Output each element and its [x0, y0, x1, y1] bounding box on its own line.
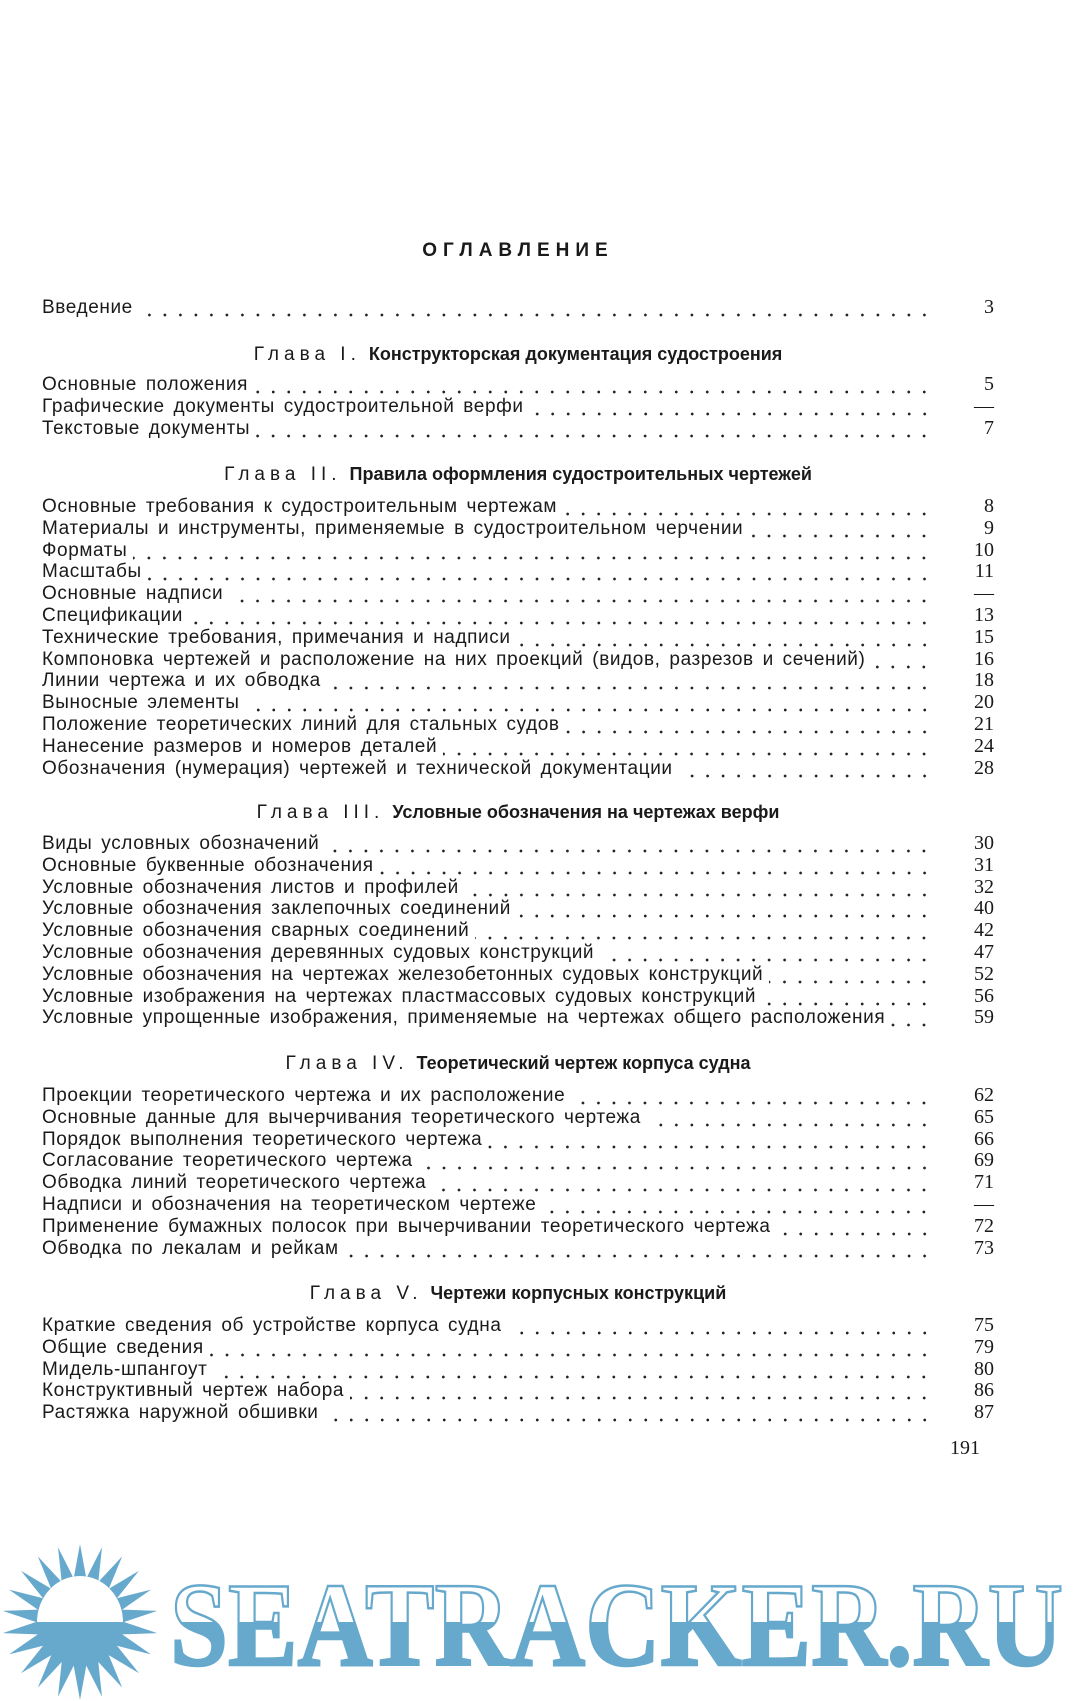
toc-entry-page: 56: [974, 984, 994, 1007]
toc-entry[interactable]: [42, 877, 994, 899]
toc-entry-label: Нанесение размеров и номеров деталей: [42, 735, 438, 757]
toc-entry-page: 42: [974, 919, 994, 942]
toc-entry-page: —: [974, 394, 994, 417]
toc-entry[interactable]: [42, 1085, 994, 1107]
toc-entry-label: Линии чертежа и их обводка: [42, 670, 321, 692]
dot-leader: [647, 1107, 932, 1129]
toc-entry-page: 86: [974, 1379, 994, 1402]
toc-entry[interactable]: [42, 714, 994, 736]
chapter-title: Чертежи корпусных конструкций: [430, 1283, 727, 1303]
toc-entry[interactable]: [42, 670, 994, 692]
dot-leader: [246, 692, 933, 714]
toc-entry-label: Компоновка чертежей и расположение на них проекций (видов, разрезов и сечений): [42, 648, 866, 670]
toc-entry-label: Обводка по лекалам и рейкам: [42, 1237, 339, 1259]
toc-entry-label: Условные обозначения сварных соединений: [42, 920, 470, 942]
toc-entry[interactable]: [42, 649, 994, 671]
chapter-title: Условные обозначения на чертежах верфи: [392, 802, 780, 822]
toc-entry-page: 40: [974, 897, 994, 920]
toc-entry[interactable]: [42, 627, 994, 649]
chapter-entries: [42, 833, 994, 1029]
toc-entry-label: Порядок выполнения теоретического чертежа: [42, 1128, 483, 1150]
toc-entry-page: 24: [974, 734, 994, 757]
chapter-heading: [0, 1282, 1036, 1305]
toc-entry-label: Виды условных обозначений: [42, 833, 320, 854]
toc-entry-label: Применение бумажных полосок при вычерчивании теоретического чертежа: [42, 1215, 771, 1237]
dot-leader: [891, 1007, 932, 1029]
dot-leader: [327, 670, 932, 692]
intro-section: [42, 297, 994, 319]
toc-entry[interactable]: [42, 736, 994, 758]
page-title: ОГЛАВЛЕНИЕ: [422, 240, 614, 261]
toc-entry[interactable]: [42, 540, 994, 562]
dot-leader: [508, 1315, 932, 1337]
toc-entry-label: Введение: [42, 297, 133, 318]
dot-leader: [189, 605, 932, 627]
toc-entry-page: 30: [974, 832, 994, 854]
toc-entry-label: Условные обозначения листов и профилей: [42, 876, 459, 898]
toc-entry[interactable]: [42, 1402, 994, 1424]
dot-leader: [517, 898, 932, 920]
toc-entry-label: Форматы: [42, 539, 128, 561]
toc-entry-page: 31: [974, 853, 994, 876]
toc-entry[interactable]: [42, 942, 994, 964]
dot-leader: [475, 920, 932, 942]
toc-entry-page: 80: [974, 1357, 994, 1380]
dot-leader: [769, 964, 932, 986]
toc-entry-label: Выносные элементы: [42, 692, 240, 714]
toc-entry-label: Надписи и обозначения на теоретическом чертеже: [42, 1193, 537, 1215]
toc-entry[interactable]: [42, 1380, 994, 1402]
toc-entry[interactable]: [42, 898, 994, 920]
dot-leader: [325, 1402, 933, 1424]
toc-entry[interactable]: [42, 561, 994, 583]
toc-entry-label: Спецификации: [42, 604, 183, 626]
toc-entry-page: 52: [974, 962, 994, 985]
dot-leader: [432, 1172, 932, 1194]
toc-entry-label: Условные обозначения деревянных судовых конструкций: [42, 941, 595, 963]
toc-entry-label: Проекции теоретического чертежа и их расположение: [42, 1085, 566, 1106]
dot-leader: [148, 561, 932, 583]
toc-entry[interactable]: [42, 1216, 994, 1238]
toc-entry-label: Общие сведения: [42, 1336, 204, 1358]
toc-entry[interactable]: [42, 1172, 994, 1194]
toc-entry-label: Обводка линий теоретического чертежа: [42, 1172, 427, 1194]
toc-entry[interactable]: [42, 1359, 994, 1381]
toc-entry-page: 79: [974, 1335, 994, 1358]
chapter-title: Конструкторская документация судостроения: [368, 344, 783, 364]
sun-icon: [3, 1544, 157, 1700]
toc-entry-page: 15: [974, 625, 994, 648]
toc-entry-page: 16: [974, 647, 994, 670]
dot-leader: [256, 418, 932, 440]
dot-leader: [530, 396, 932, 418]
toc-entry[interactable]: [42, 1337, 994, 1359]
toc-entry[interactable]: [42, 758, 994, 780]
toc-entry-page: 59: [974, 1006, 994, 1029]
seatracker-watermark-logo: [0, 1530, 1080, 1701]
dot-leader: [325, 833, 932, 855]
toc-entry-label: Основные надписи: [42, 583, 224, 605]
toc-entry[interactable]: [42, 855, 994, 877]
toc-entry-page: 32: [974, 875, 994, 898]
toc-entry-label: Основные данные для вычерчивания теоретического чертежа: [42, 1106, 641, 1128]
toc-entry[interactable]: [42, 1007, 994, 1029]
dot-leader: [210, 1337, 932, 1359]
toc-entry-label: Масштабы: [42, 561, 142, 583]
dot-leader: [229, 583, 932, 605]
toc-entry-label: Условные упрощенные изображения, применяемые на чертежах общего расположения: [42, 1007, 886, 1029]
toc-entry[interactable]: [42, 1129, 994, 1151]
toc-entry-page: 69: [974, 1149, 994, 1172]
toc-entry-label: Основные требования к судостроительным чертежам: [42, 496, 558, 517]
toc-entry-label: Мидель-шпангоут: [42, 1358, 208, 1380]
chapter-heading: [0, 463, 1036, 486]
dot-leader: [777, 1216, 932, 1238]
toc-entry-label: Текстовые документы: [42, 417, 251, 439]
toc-entry-page: —: [974, 1192, 994, 1215]
toc-entry-page: 10: [974, 538, 994, 561]
dot-leader: [566, 714, 932, 736]
chapter-label: Глава I.: [253, 344, 361, 365]
toc-entry-label: Условные обозначения на чертежах железобетонных судовых конструкций: [42, 963, 764, 985]
toc-entry[interactable]: [42, 396, 994, 418]
toc-entry-page: 47: [974, 940, 994, 963]
dot-leader: [465, 877, 932, 899]
chapter-label: Глава V.: [309, 1283, 423, 1304]
toc-entry-page: 21: [974, 712, 994, 735]
dot-leader: [871, 649, 932, 671]
dot-leader: [443, 736, 932, 758]
chapter-title: Теоретический чертеж корпуса судна: [416, 1053, 751, 1073]
dot-leader: [563, 496, 932, 518]
toc-entry-label: Условные изображения на чертежах пластмассовых судовых конструкций: [42, 985, 757, 1007]
toc-entry-page: 62: [974, 1084, 994, 1106]
toc-entry-page: 75: [974, 1314, 994, 1336]
dot-leader: [350, 1380, 932, 1402]
toc-entry[interactable]: [42, 1315, 994, 1337]
chapter-label: Глава III.: [256, 802, 385, 823]
toc-entry-page: 20: [974, 691, 994, 714]
toc-entry-label: Согласование теоретического чертежа: [42, 1150, 413, 1172]
toc-entry-page: 71: [974, 1171, 994, 1194]
toc-entry-page: 11: [974, 560, 994, 583]
toc-entry[interactable]: [42, 692, 994, 714]
toc-entry[interactable]: [42, 920, 994, 942]
toc-entry-page: 18: [974, 669, 994, 692]
chapter-label: Глава II.: [224, 464, 342, 485]
dot-leader: [762, 986, 932, 1008]
svg-text:SEATRACKER.RU: SEATRACKER.RU: [170, 1558, 1063, 1691]
toc-entry-page: 87: [974, 1401, 994, 1424]
toc-entry-label: Материалы и инструменты, применяемые в судостроительном черчении: [42, 517, 744, 539]
toc-entry[interactable]: [42, 518, 994, 540]
toc-entry-label: Основные буквенные обозначения: [42, 854, 374, 876]
toc-entry[interactable]: [42, 1150, 994, 1172]
dot-leader: [254, 374, 932, 396]
toc-entry[interactable]: [42, 1107, 994, 1129]
page-number: 191: [950, 1437, 980, 1459]
dot-leader: [571, 1085, 932, 1107]
dot-leader: [133, 540, 932, 562]
chapter-heading: [0, 1052, 1036, 1075]
toc-entry[interactable]: [42, 374, 994, 396]
dot-leader: [517, 627, 932, 649]
toc-entry-page: 13: [974, 603, 994, 626]
toc-entry[interactable]: [42, 418, 994, 440]
toc-entry-label: Положение теоретических линий для стальных судов: [42, 713, 560, 735]
toc-entry[interactable]: [42, 986, 994, 1008]
toc-entry-page: 3: [984, 296, 994, 318]
toc-entry[interactable]: [42, 833, 994, 855]
toc-entry-label: Конструктивный чертеж набора: [42, 1380, 345, 1402]
chapter-entries: [42, 1315, 994, 1424]
dot-leader: [380, 855, 932, 877]
chapter-entries: [42, 496, 994, 779]
toc-entry-page: —: [974, 582, 994, 605]
toc-entry-page: 8: [984, 495, 994, 517]
chapter-heading: [0, 801, 1036, 824]
toc-entry-label: Растяжка наружной обшивки: [42, 1402, 319, 1424]
toc-entry[interactable]: [42, 496, 994, 518]
toc-entry-label: Обозначения (нумерация) чертежей и технической документации: [42, 757, 673, 779]
toc-entry-label: Графические документы судостроительной верфи: [42, 395, 524, 417]
toc-entry-label: Условные обозначения заклепочных соединений: [42, 898, 511, 920]
toc-entry-page: 7: [984, 416, 994, 439]
toc-entry[interactable]: [42, 1194, 994, 1216]
toc-entry[interactable]: [42, 1238, 994, 1260]
toc-entry-page: 5: [984, 373, 994, 395]
dot-leader: [488, 1129, 932, 1151]
toc-entry-label: Краткие сведения об устройстве корпуса судна: [42, 1315, 502, 1336]
toc-entry-page: 28: [974, 756, 994, 779]
toc-entry-label: Основные положения: [42, 374, 248, 395]
dot-leader: [749, 518, 932, 540]
toc-entry[interactable]: [42, 605, 994, 627]
chapter-label: Глава IV.: [285, 1053, 409, 1074]
toc-entry-intro[interactable]: [42, 297, 994, 319]
toc-entry-page: 72: [974, 1214, 994, 1237]
toc-entry[interactable]: [42, 964, 994, 986]
chapter-heading: [0, 343, 1036, 366]
dot-leader: [419, 1150, 932, 1172]
toc-entry-page: 66: [974, 1127, 994, 1150]
toc-entry-page: 65: [974, 1105, 994, 1128]
chapter-entries: [42, 374, 994, 439]
chapter-title: Правила оформления судостроительных чертежей: [349, 464, 812, 484]
dot-leader: [213, 1359, 932, 1381]
dot-leader: [542, 1194, 932, 1216]
chapter-entries: [42, 1085, 994, 1259]
toc-entry-page: 73: [974, 1236, 994, 1259]
dot-leader: [139, 297, 932, 319]
toc-entry-label: Технические требования, примечания и надписи: [42, 626, 511, 648]
toc-entry-page: 9: [984, 516, 994, 539]
toc-entry[interactable]: [42, 583, 994, 605]
dot-leader: [679, 758, 932, 780]
dot-leader: [345, 1238, 932, 1260]
dot-leader: [600, 942, 932, 964]
